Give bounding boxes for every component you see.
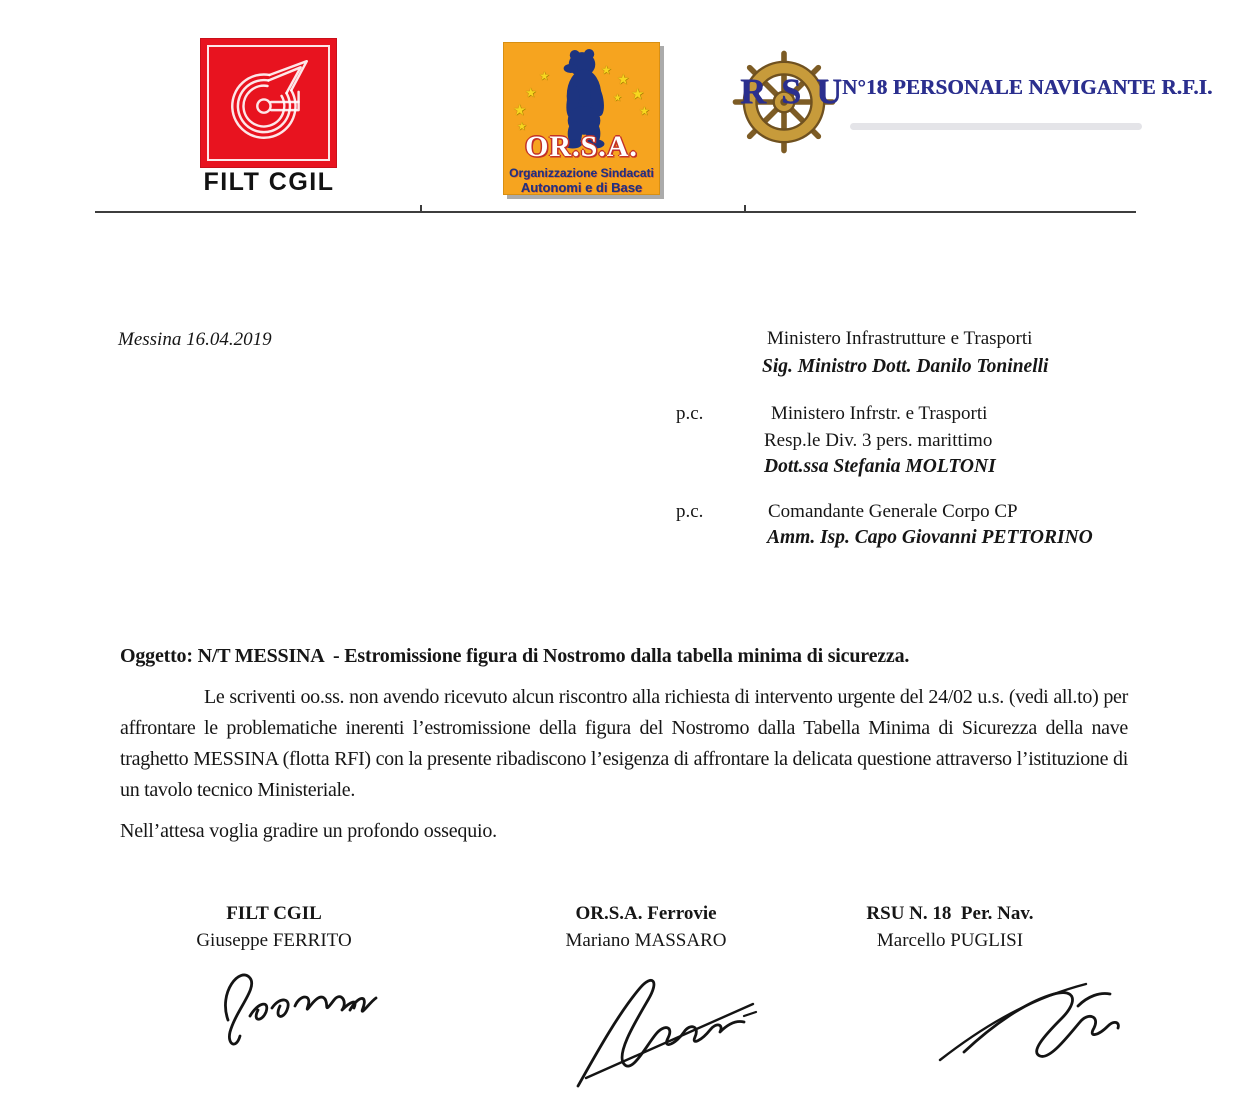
handwritten-signature-puglisi xyxy=(928,972,1130,1074)
star-icon: ★ xyxy=(613,93,622,104)
signature-block-orsa xyxy=(528,903,764,952)
letter-date: Messina 16.04.2019 xyxy=(118,329,272,350)
recipient-line: Ministero Infrastrutture e Trasporti xyxy=(767,328,1033,349)
signatory-org: FILT CGIL xyxy=(226,903,322,924)
header-divider xyxy=(95,211,1136,213)
signature-block-rsu xyxy=(826,903,1074,952)
recipient-line: Comandante Generale Corpo CP xyxy=(768,501,1018,522)
star-icon: ★ xyxy=(517,121,527,133)
cc-marker: p.c. xyxy=(676,403,704,424)
star-icon: ★ xyxy=(639,104,650,118)
scan-artifact xyxy=(850,123,1142,130)
orsa-logo xyxy=(503,42,660,195)
star-icon: ★ xyxy=(617,73,630,88)
recipient-line: Sig. Ministro Dott. Danilo Toninelli xyxy=(762,356,1049,377)
rsu-wordmark: R S U xyxy=(740,71,846,111)
signatory-name: Mariano MASSARO xyxy=(565,930,727,951)
subject-line: Oggetto: N/T MESSINA - Estromissione figura di Nostromo dalla tabella minima di sicurezza. xyxy=(120,645,910,667)
star-icon: ★ xyxy=(601,63,612,77)
cgil-swirl-icon xyxy=(217,51,319,153)
recipient-line: Dott.ssa Stefania MOLTONI xyxy=(764,456,996,477)
rsu-title: N°18 PERSONALE NAVIGANTE R.F.I. xyxy=(842,75,1213,99)
signatory-org: OR.S.A. Ferrovie xyxy=(575,903,717,924)
body-paragraph: Le scriventi oo.ss. non avendo ricevuto alcun riscontro alla richiesta di intervento urgente del 24/02 u.s. (vedi all.to) per affrontare le problematiche inerenti l’estromissione della figura del Nostromo dalla Tabella Minima di Sicurezza della nave traghetto MESSINA (flotta RFI) con la presente ribadiscono l’esigenza di affrontare la delicata questione attraverso l’istituzione di un tavolo tecnico Ministeriale. xyxy=(120,686,1128,801)
cc-marker: p.c. xyxy=(676,501,704,522)
orsa-subtitle-line2: Autonomi e di Base xyxy=(520,180,643,195)
closing-line: Nell’attesa voglia gradire un profondo ossequio. xyxy=(120,820,497,842)
divider-tick xyxy=(744,205,746,213)
orsa-subtitle-line1: Organizzazione Sindacati xyxy=(509,166,654,180)
filt-cgil-wordmark: FILT CGIL xyxy=(203,168,335,196)
handwritten-signature-massaro xyxy=(548,962,780,1094)
star-icon: ★ xyxy=(525,85,537,100)
divider-tick xyxy=(420,205,422,213)
signatory-name: Giuseppe FERRITO xyxy=(196,930,352,951)
recipient-line: Amm. Isp. Capo Giovanni PETTORINO xyxy=(767,527,1093,548)
recipient-line: Resp.le Div. 3 pers. marittimo xyxy=(764,430,993,451)
star-icon: ★ xyxy=(631,87,645,103)
signatory-name: Marcello PUGLISI xyxy=(876,930,1024,951)
orsa-wordmark: OR.S.A. xyxy=(525,130,638,163)
filt-cgil-logo xyxy=(200,38,337,168)
recipient-line: Ministero Infrstr. e Trasporti xyxy=(771,403,988,424)
star-icon: ★ xyxy=(513,103,527,119)
star-icon: ★ xyxy=(539,69,550,83)
signatory-org: RSU N. 18 Per. Nav. xyxy=(866,903,1034,924)
handwritten-signature-ferrito xyxy=(200,958,395,1066)
signature-block-filt xyxy=(158,903,390,952)
